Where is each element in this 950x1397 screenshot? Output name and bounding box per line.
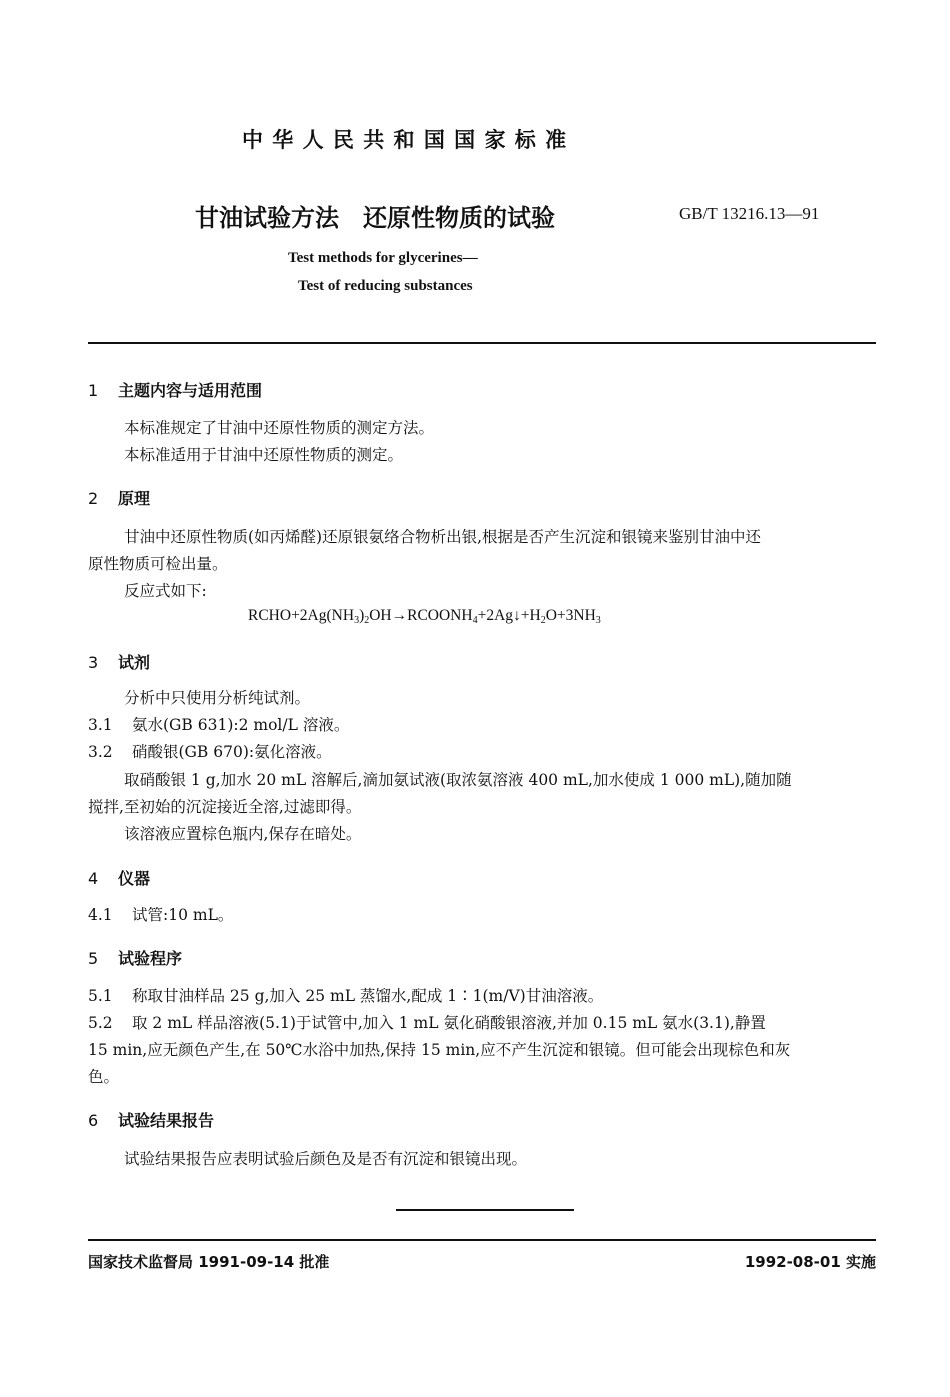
clause-5-2-line-3: 色。 [88,1068,120,1086]
clause-number: 5.2 [88,1014,113,1032]
section-1-paragraph-1: 本标准规定了甘油中还原性物质的测定方法。 [124,419,435,437]
section-2-paragraph-line-1: 甘油中还原性物质(如丙烯醛)还原银氨络合物析出银,根据是否产生沉淀和银镜来鉴别甘油中还 [124,528,762,546]
section-2-paragraph-2: 反应式如下: [124,582,207,600]
document-title-cn: 甘油试验方法 还原性物质的试验 [195,204,555,232]
clause-number: 3.1 [88,716,113,734]
section-3-paragraph-1: 分析中只使用分析纯试剂。 [124,689,311,707]
section-6-paragraph-1: 试验结果报告应表明试验后颜色及是否有沉淀和银镜出现。 [124,1150,528,1168]
section-title: 试验程序 [118,949,183,968]
section-number: 2 [88,489,99,508]
clause-text: 称取甘油样品 25 g,加入 25 mL 蒸馏水,配成 1∶1(m/V)甘油溶液。 [132,987,604,1005]
section-number: 3 [88,653,99,672]
section-3-paragraph-2-line-2: 搅拌,至初始的沉淀接近全溶,过滤即得。 [88,798,362,816]
clause-4-1 [88,905,233,925]
section-2-heading [88,486,150,509]
clause-3-1 [88,715,349,735]
clause-5-2 [88,1013,766,1033]
clause-5-2-line-2: 15 min,应无颜色产生,在 50℃水浴中加热,保持 15 min,应不产生沉淀和银镜。但可能会出现棕色和灰 [88,1041,791,1059]
section-title: 仪器 [118,869,151,888]
standard-code: GB/T 13216.13—91 [679,204,820,223]
section-number: 1 [88,381,99,400]
clause-text: 硝酸银(GB 670):氨化溶液。 [132,743,332,761]
section-title: 试验结果报告 [118,1111,215,1130]
document-title-en-line1: Test methods for glycerines— [288,250,478,266]
section-number: 5 [88,949,99,968]
approval-date: 国家技术监督局 1991-09-14 批准 [88,1253,330,1271]
section-5-heading [88,946,182,969]
clause-number: 3.2 [88,743,113,761]
section-3-paragraph-3: 该溶液应置棕色瓶内,保存在暗处。 [124,825,362,843]
section-title: 原理 [118,489,151,508]
footer-divider [88,1239,876,1241]
section-2-paragraph-line-2: 原性物质可检出量。 [88,555,228,573]
reaction-equation: $RCHO+2Ag(NH_3)_2OH\to RCOONH_4+2Ag↓+H_2O+3NH_3$ [248,607,601,626]
clause-3-2 [88,742,332,762]
document-title-en-line2: Test of reducing substances [298,278,473,294]
clause-text: 试管:10 mL。 [132,906,234,924]
section-3-heading [88,650,150,673]
national-standard-heading: 中 华 人 民 共 和 国 国 家 标 准 [242,128,568,152]
section-3-paragraph-2-line-1: 取硝酸银 1 g,加水 20 mL 溶解后,滴加氨试液(取浓氨溶液 400 mL,加水使成 1 000 mL),随加随 [124,771,792,789]
section-1-heading [88,378,262,401]
end-of-text-rule [396,1209,574,1211]
header-divider [88,342,876,344]
clause-number: 5.1 [88,987,113,1005]
section-title: 试剂 [118,653,151,672]
clause-number: 4.1 [88,906,113,924]
clause-text: 氨水(GB 631):2 mol/L 溶液。 [132,716,350,734]
effective-date: 1992-08-01 实施 [744,1253,876,1271]
section-title: 主题内容与适用范围 [118,381,263,400]
section-1-paragraph-2: 本标准适用于甘油中还原性物质的测定。 [124,446,404,464]
section-4-heading [88,866,150,889]
clause-text: 取 2 mL 样品溶液(5.1)于试管中,加入 1 mL 氨化硝酸银溶液,并加 0.15 mL 氨水(3.1),静置 [132,1014,766,1032]
clause-5-1 [88,986,603,1006]
section-number: 4 [88,869,99,888]
section-6-heading [88,1108,214,1131]
section-number: 6 [88,1111,99,1130]
